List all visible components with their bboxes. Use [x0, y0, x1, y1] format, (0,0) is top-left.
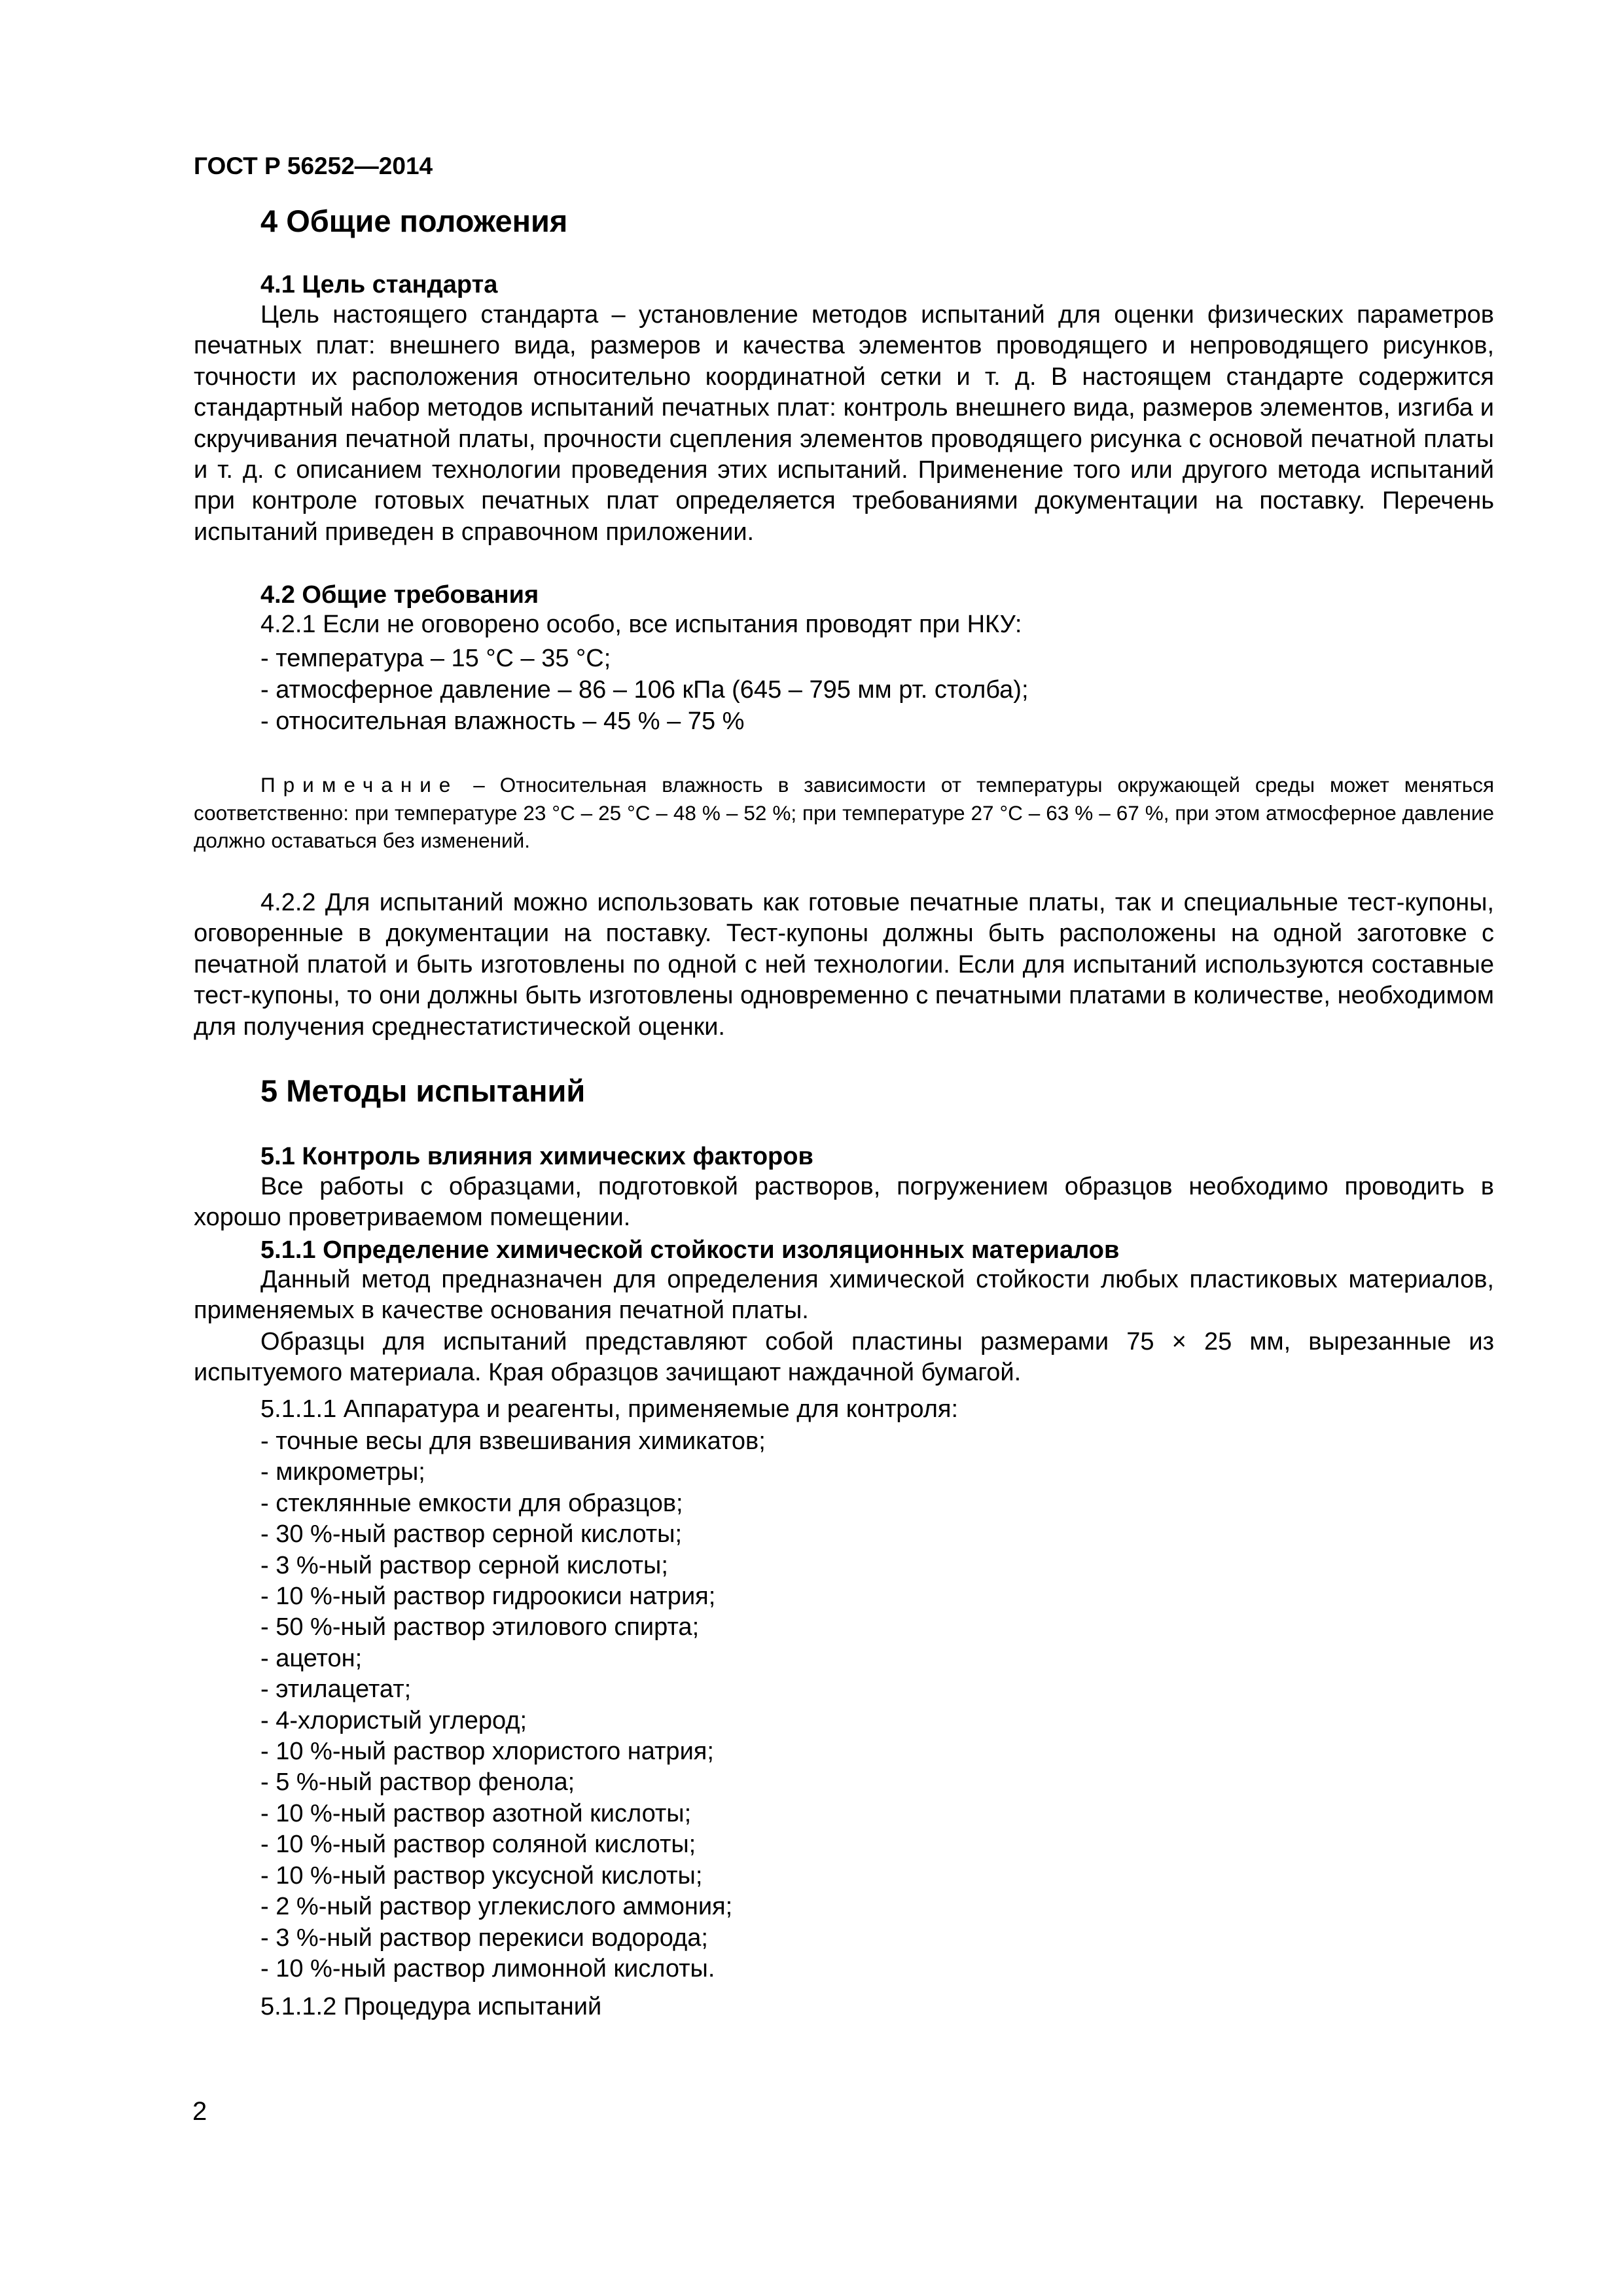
list-item: - 10 %-ный раствор гидроокиси натрия;	[260, 1583, 716, 1611]
list-item: - 10 %-ный раствор лимонной кислоты.	[260, 1954, 715, 1982]
clause-5-1-1-1: 5.1.1.1 Аппаратура и реагенты, применяемые для контроля:	[260, 1395, 959, 1423]
reagents-list	[260, 1426, 766, 1984]
list-item: - 3 %-ный раствор перекиси водорода;	[260, 1924, 708, 1952]
subsection-5-1-1-para-1: Данный метод предназначен для определения химической стойкости любых пластиковых материалов, применяемых в качестве основания печатной платы.	[194, 1266, 1494, 1325]
list-item: - 10 %-ный раствор хлористого натрия;	[260, 1738, 714, 1766]
subsection-4-2-heading: 4.2 Общие требования	[260, 581, 539, 609]
subsection-4-1-heading: 4.1 Цель стандарта	[260, 271, 498, 298]
subsection-5-1-heading: 5.1 Контроль влияния химических факторов	[260, 1143, 813, 1170]
list-item: - микрометры;	[260, 1458, 425, 1486]
clause-4-2-2: 4.2.2 Для испытаний можно использовать как готовые печатные платы, так и специальные тест-купоны, оговоренные в документации на поставку. Тест-купоны должны быть расположены на одной заготовке с печатной платой и быть изготовлены по одной с ней технологии. Если для испытаний используются составные тест-купоны, то они должны быть изготовлены одновременно с печатными платами в количестве, необходимом для получения среднестатистической оценки.	[194, 889, 1494, 1041]
list-item: - 30 %-ный раствор серной кислоты;	[260, 1520, 683, 1549]
document-header: ГОСТ Р 56252—2014	[194, 152, 433, 179]
list-item: - 10 %-ный раствор соляной кислоты;	[260, 1831, 696, 1859]
condition-humidity: - относительная влажность – 45 % – 75 %	[260, 708, 745, 735]
list-item: - точные весы для взвешивания химикатов;	[260, 1427, 766, 1455]
list-item: - этилацетат;	[260, 1676, 412, 1704]
subsection-5-1-text: Все работы с образцами, подготовкой растворов, погружением образцов необходимо проводить в хорошо проветриваемом помещении.	[194, 1173, 1494, 1232]
list-item: - ацетон;	[260, 1644, 363, 1672]
subsection-5-1-1-para-2: Образцы для испытаний представляют собой пластины размерами 75 × 25 мм, вырезанные из испытуемого материала. Края образцов зачищают наждачной бумагой.	[194, 1328, 1494, 1387]
condition-temperature: - температура – 15 °С – 35 °С;	[260, 645, 611, 672]
condition-pressure: - атмосферное давление – 86 – 106 кПа (645 – 795 мм рт. столба);	[260, 676, 1029, 704]
subsection-5-1-1-heading: 5.1.1 Определение химической стойкости изоляционных материалов	[260, 1236, 1120, 1264]
subsection-4-1-text: Цель настоящего стандарта – установление методов испытаний для оценки физических параметров печатных плат: внешнего вида, размеров и качества элементов проводящего и непроводящего рисунков, точности их расположения относительно координатной сетки и т. д. В настоящем стандарте содержится стандартный набор методов испытаний печатных плат: контроль внешнего вида, размеров элементов, изгиба и скручивания печатной платы, прочности сцепления элементов проводящего рисунка с основой печатной платы и т. д. с описанием технологии проведения этих испытаний. Применение того или другого метода испытаний при контроле готовых печатных плат определяется требованиями документации на поставку. Перечень испытаний приведен в справочном приложении.	[194, 301, 1494, 546]
list-item: - 2 %-ный раствор углекислого аммония;	[260, 1893, 733, 1921]
section-5-heading: 5 Методы испытаний	[260, 1073, 586, 1108]
note	[194, 771, 1494, 855]
list-item: - 10 %-ный раствор уксусной кислоты;	[260, 1861, 703, 1890]
list-item: - 4-хлористый углерод;	[260, 1706, 527, 1734]
list-item: - 50 %-ный раствор этилового спирта;	[260, 1613, 700, 1641]
section-4-heading: 4 Общие положения	[260, 204, 568, 238]
clause-5-1-1-2: 5.1.1.2 Процедура испытаний	[260, 1993, 602, 2020]
page-number: 2	[192, 2097, 207, 2126]
list-item: - стеклянные емкости для образцов;	[260, 1489, 683, 1517]
clause-4-2-1: 4.2.1 Если не оговорено особо, все испытания проводят при НКУ:	[260, 611, 1022, 638]
list-item: - 5 %-ный раствор фенола;	[260, 1768, 575, 1797]
list-item: - 3 %-ный раствор серной кислоты;	[260, 1551, 668, 1579]
note-text: – Относительная влажность в зависимости от температуры окружающей среды может меняться соответственно: при температуре 23 °С – 25 °С – 48 % – 52 %; при температуре 27 °С – 63 % – 67 %, при этом атмосферное давление должно оставаться без изменений.	[194, 773, 1494, 852]
note-label: Примечание	[260, 773, 459, 797]
list-item: - 10 %-ный раствор азотной кислоты;	[260, 1799, 692, 1827]
